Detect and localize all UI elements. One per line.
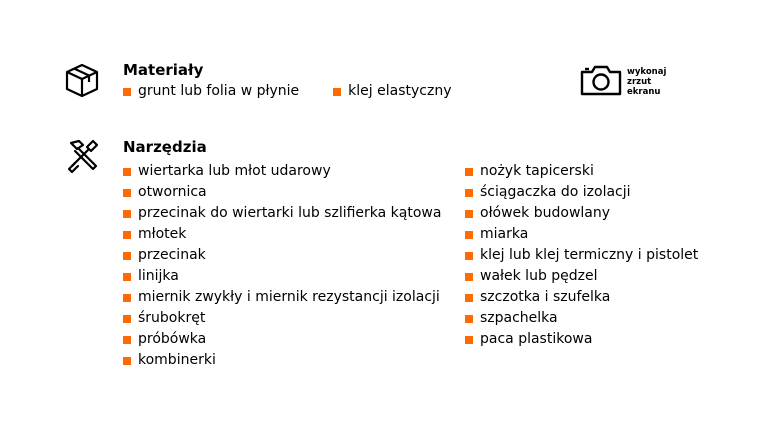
list-item: próbówka [123,329,441,350]
list-item [333,81,451,102]
bullet-icon [465,168,473,176]
bullet-icon [123,210,131,218]
list-item: paca plastikowa [465,329,698,350]
list-item: klej lub klej termiczny i pistolet [465,245,698,266]
list-item: wałek lub pędzel [465,266,698,287]
bullet-icon [465,294,473,302]
tools-icon [63,137,101,175]
list-item-label: klej elastyczny [348,83,452,99]
bullet-icon [123,189,131,197]
list-item: linijka [123,266,441,287]
list-item-label: grunt lub folia w płynie [138,83,300,99]
bullet-icon [465,336,473,344]
list-item: szpachelka [465,308,698,329]
list-item: przecinak do wiertarki lub szlifierka kątowa [123,203,441,224]
list-item: miarka [465,224,698,245]
camera-icon [579,63,623,101]
bullet-icon [123,294,131,302]
list-item: kombinerki [123,350,441,371]
bullet-icon [465,189,473,197]
tools-list-column-2 [465,161,698,350]
list-item: miernik zwykły i miernik rezystancji izolacji [123,287,441,308]
bullet-icon [333,88,341,96]
list-item: nożyk tapicerski [465,161,698,182]
list-item: ściągaczka do izolacji [465,182,698,203]
list-item: młotek [123,224,441,245]
bullet-icon [123,88,131,96]
list-item: wiertarka lub młot udarowy [123,161,441,182]
list-item: ołówek budowlany [465,203,698,224]
tools-title: Narzędzia [123,138,207,156]
bullet-icon [123,231,131,239]
bullet-icon [465,231,473,239]
list-item: śrubokręt [123,308,441,329]
screenshot-label: wykonaj zrzut ekranu [627,67,667,97]
tools-list-column-1 [123,161,441,371]
screenshot-button[interactable] [579,63,666,101]
bullet-icon [123,357,131,365]
bullet-icon [465,252,473,260]
bullet-icon [123,336,131,344]
bullet-icon [123,273,131,281]
list-item [123,81,299,102]
bullet-icon [123,252,131,260]
list-item: przecinak [123,245,441,266]
box-icon [63,61,101,99]
list-item: otwornica [123,182,441,203]
bullet-icon [465,273,473,281]
bullet-icon [465,315,473,323]
bullet-icon [123,315,131,323]
bullet-icon [123,168,131,176]
materials-list [123,81,451,102]
materials-title: Materiały [123,61,204,79]
bullet-icon [465,210,473,218]
list-item: szczotka i szufelka [465,287,698,308]
